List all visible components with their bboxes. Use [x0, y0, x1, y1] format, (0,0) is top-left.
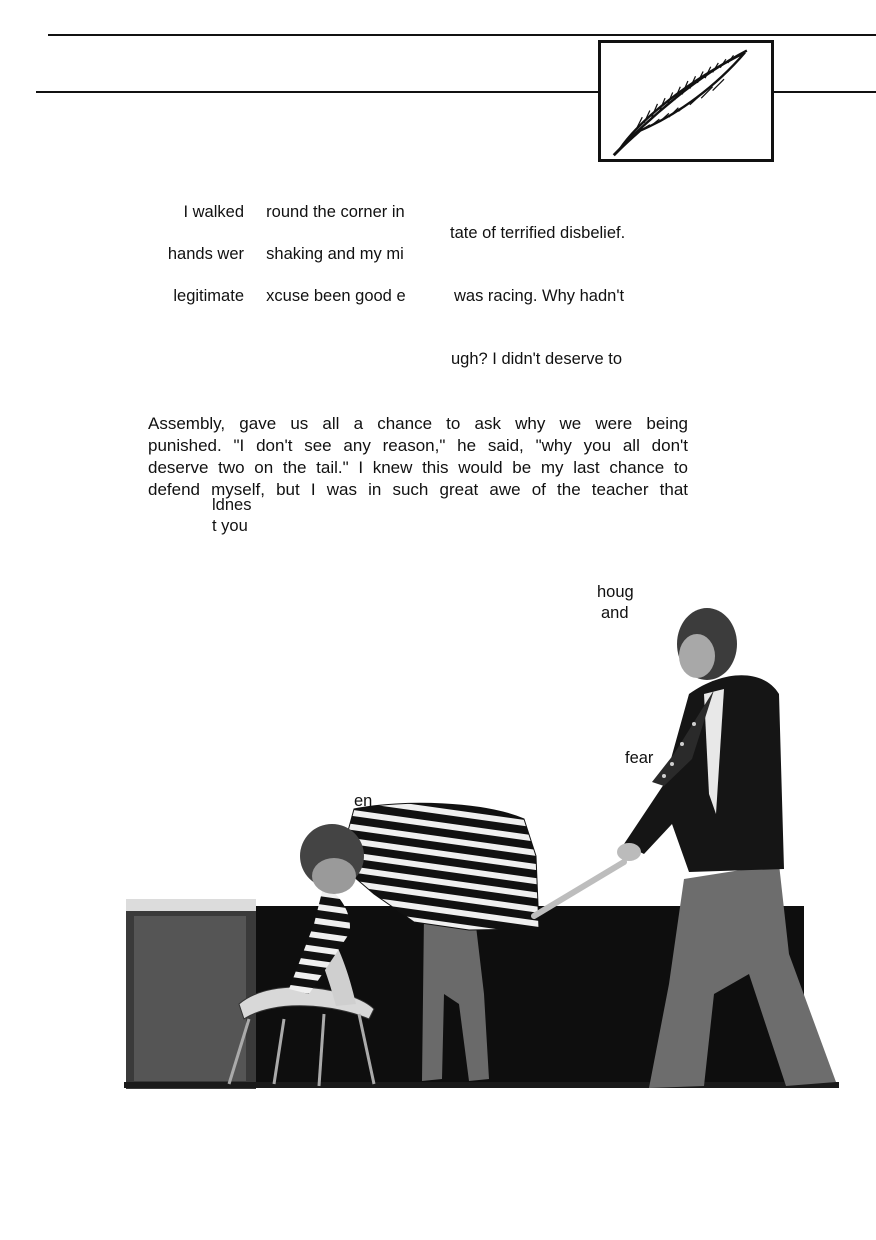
- paragraph-line: defend myself, but I was in such great awe of the teacher that: [148, 480, 688, 499]
- fragment-line: I walked: [183, 203, 244, 221]
- fragment-line: legitimate: [173, 287, 244, 305]
- paragraph-line: deserve two on the tail." I knew this would be my last chance to: [148, 458, 688, 477]
- fragment-line: ugh? I didn't deserve to: [451, 350, 623, 368]
- fragment-ldnes: ldnes: [212, 496, 252, 514]
- fragment-line: xcuse been good e: [266, 287, 406, 305]
- fragment-line: was racing. Why hadn't: [454, 287, 625, 305]
- fragment-line: round the corner in: [266, 203, 405, 221]
- text-column-right: [450, 181, 625, 391]
- feather-icon: [601, 43, 771, 159]
- caning-photograph: [124, 594, 844, 1094]
- header-rule-top: [48, 34, 876, 36]
- paragraph-line: punished. "I don't see any reason," he said, "why you all don't: [148, 436, 688, 455]
- fragment-line: shaking and my mi: [266, 245, 404, 263]
- fragment-en: en: [354, 792, 373, 810]
- paragraph-line: Assembly, gave us all a chance to ask why we were being: [148, 414, 688, 433]
- fragment-line: tate of terrified disbelief.: [450, 224, 626, 242]
- feather-ornament-box: [598, 40, 774, 162]
- fragment-fear: fear: [625, 749, 654, 767]
- fragment-and: and: [601, 604, 629, 622]
- text-column-middle: [257, 181, 406, 307]
- body-paragraph: [148, 413, 688, 501]
- fragment-houg: houg: [597, 583, 634, 601]
- fragment-t-you: t you: [212, 517, 248, 535]
- text-column-left: [150, 181, 244, 307]
- fragment-line: hands wer: [167, 245, 244, 263]
